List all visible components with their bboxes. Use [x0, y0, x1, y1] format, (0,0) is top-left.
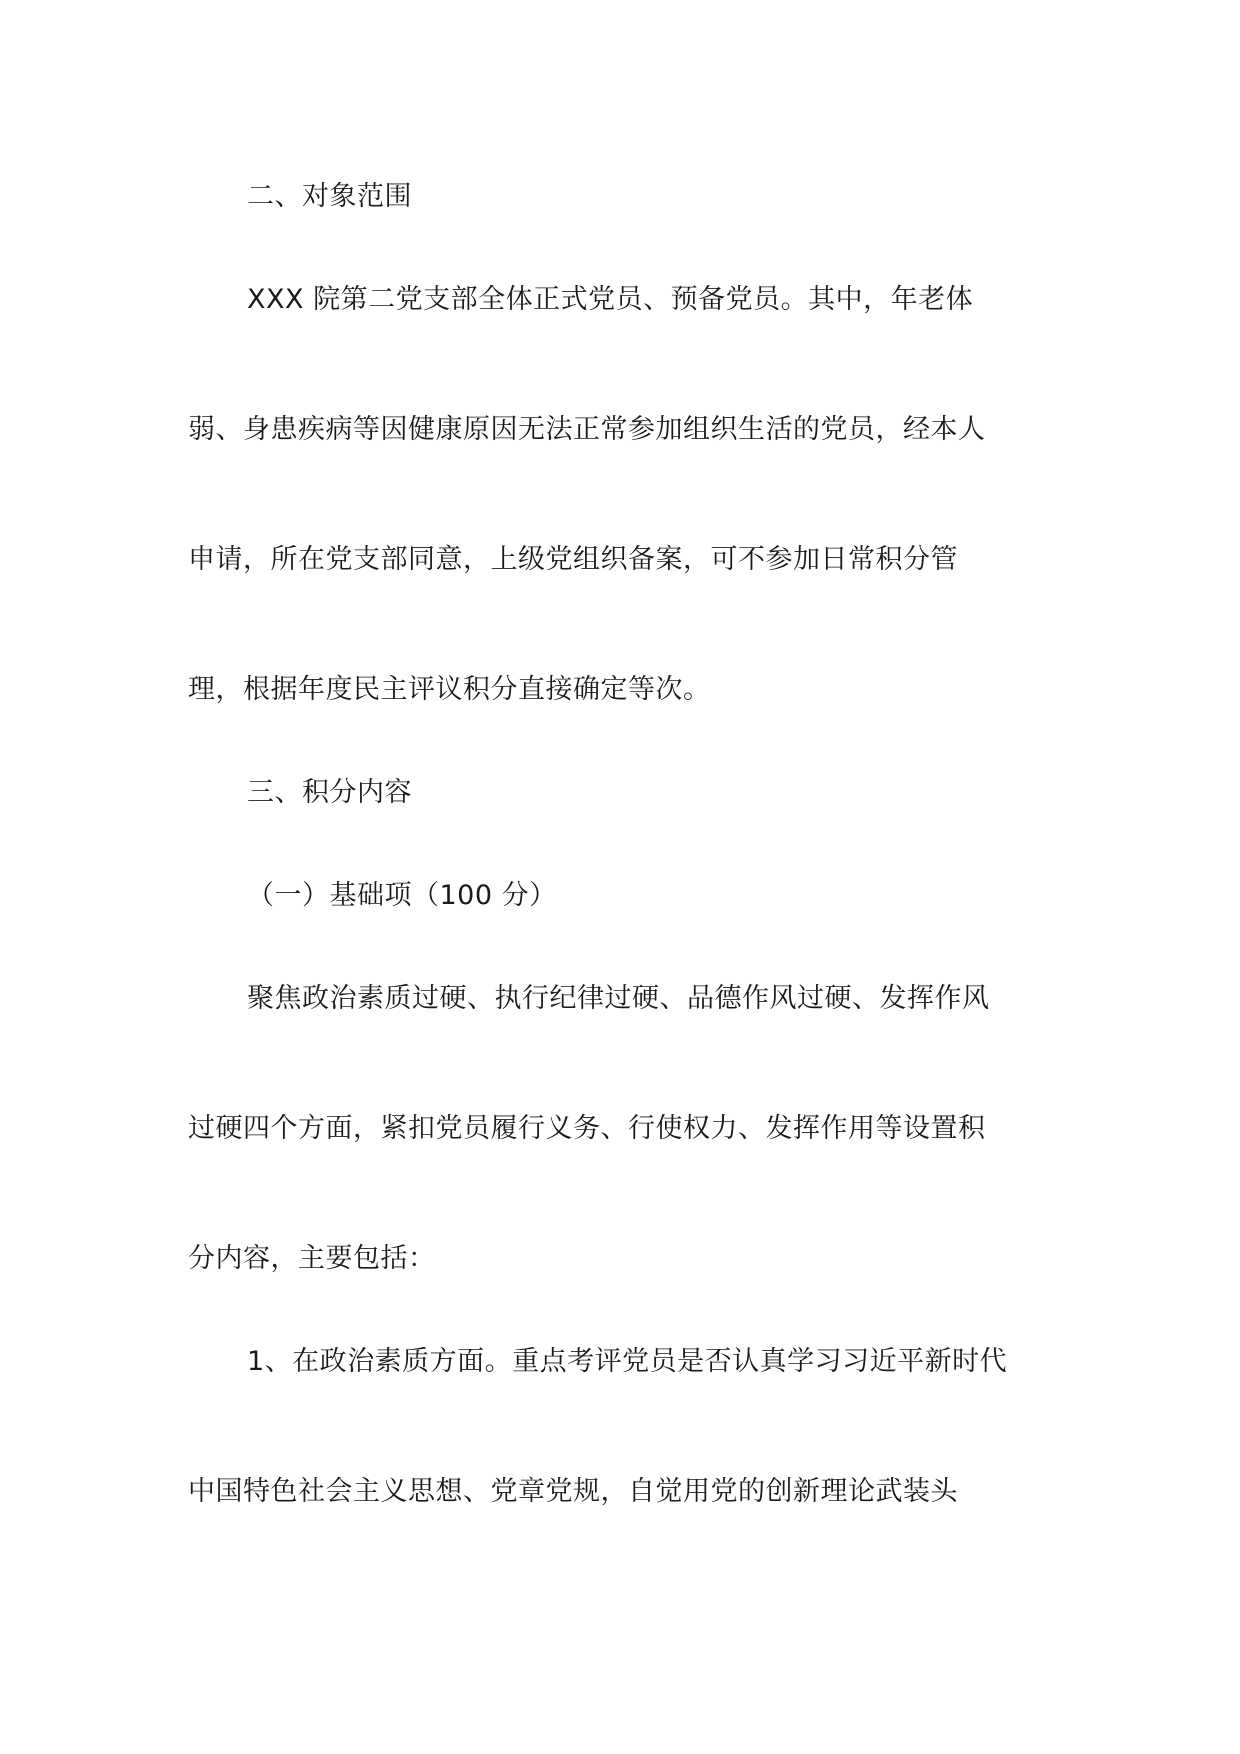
- paragraph-line: 弱、身患疾病等因健康原因无法正常参加组织生活的党员，经本人: [188, 414, 986, 445]
- paragraph-line: 过硬四个方面，紧扣党员履行义务、行使权力、发挥作用等设置积: [188, 1113, 986, 1144]
- section-heading-content: 三、积分内容: [247, 777, 412, 808]
- paragraph-line: 理，根据年度民主评议积分直接确定等次。: [188, 674, 711, 705]
- paragraph-line: 聚焦政治素质过硬、执行纪律过硬、品德作风过硬、发挥作风: [247, 983, 990, 1014]
- paragraph-line: 申请，所在党支部同意，上级党组织备案，可不参加日常积分管: [188, 544, 958, 575]
- paragraph-line: 分内容，主要包括：: [188, 1243, 436, 1274]
- paragraph-line: XXX 院第二党支部全体正式党员、预备党员。其中，年老体: [247, 284, 974, 315]
- list-item-line: 1、在政治素质方面。重点考评党员是否认真学习习近平新时代: [247, 1346, 1008, 1377]
- subsection-heading-basic: （一）基础项（100 分）: [247, 880, 557, 911]
- section-heading-scope: 二、对象范围: [247, 181, 412, 212]
- list-item-line: 中国特色社会主义思想、党章党规，自觉用党的创新理论武装头: [188, 1476, 958, 1507]
